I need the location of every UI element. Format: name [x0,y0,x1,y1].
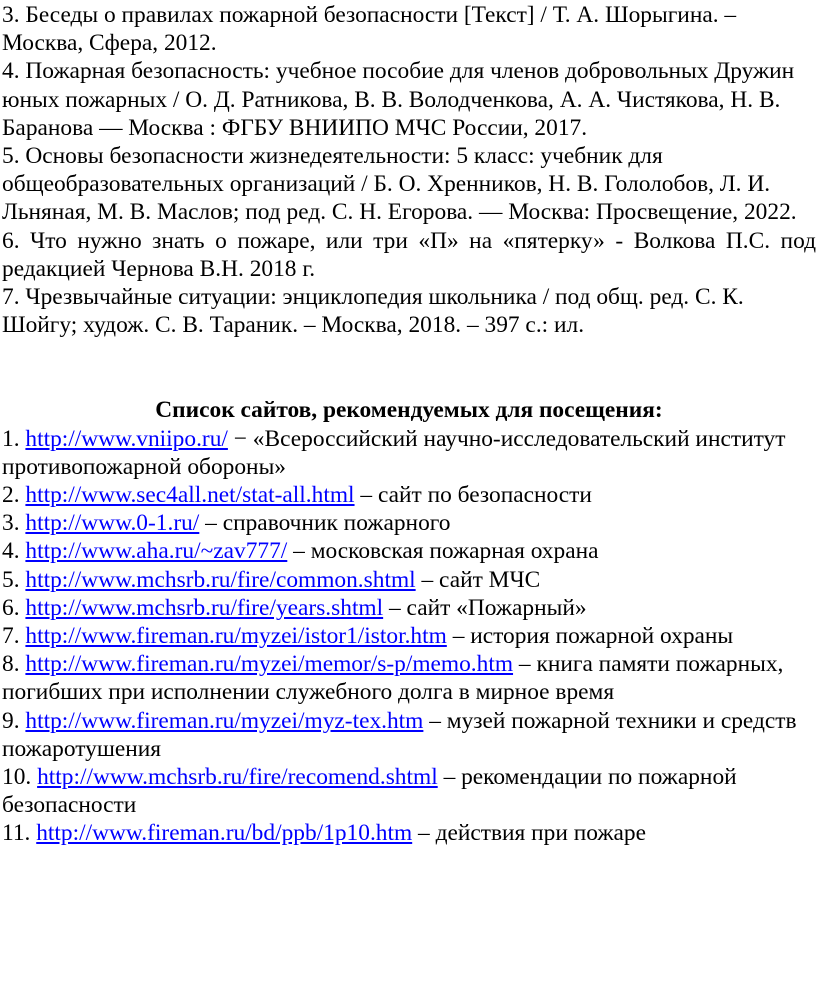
site-item-description: – рекомендации по пожарной безопасности [2,764,737,819]
site-item-number: 3. [2,510,20,537]
site-item-description: – книга памяти пожарных, погибших при исполнении служебного долга в мирное время [2,651,784,706]
bibliography-item: 4. Пожарная безопасность: учебное пособие для членов добровольных Дружин юных пожарных / О. Д. Ратникова, В. В. Володченкова, А. А. Чистякова, Н. В. Баранова — Москва : ФГБУ ВНИИПО МЧС России, 2017. [2,58,795,141]
site-item-number: 11. [2,820,31,847]
site-link[interactable]: http://www.0-1.ru/ [25,510,200,537]
site-item-number: 4. [2,538,20,565]
site-item-number: 7. [2,623,20,650]
bibliography-item: 5. Основы безопасности жизнедеятельности: 5 класс: учебник для общеобразовательных организаций / Б. О. Хренников, Н. В. Гололобов, Л. И. Льняная, М. В. Маслов; под ред. С. Н. Егорова. — Москва: Просвещение, 2022. [2,143,797,226]
site-list-item [2,537,816,565]
bibliography-item: 3. Беседы о правилах пожарной безопасности [Текст] / Т. А. Шорыгина. – Москва, Сфера, 2012. [2,2,737,57]
site-list-item [2,650,816,706]
site-link[interactable]: http://www.mchsrb.ru/fire/years.shtml [25,594,384,621]
site-list-item [2,509,816,537]
site-link[interactable]: http://www.fireman.ru/myzei/memor/s-p/memo.htm [25,651,514,678]
site-item-description: – сайт МЧС [421,566,541,593]
site-link[interactable]: http://www.fireman.ru/bd/ppb/1p10.htm [36,820,413,847]
site-item-description: – история пожарной охраны [452,623,734,650]
sites-heading: Список сайтов, рекомендуемых для посещения: [155,397,663,424]
site-item-number: 1. [2,425,20,452]
site-list-item [2,566,816,594]
site-link[interactable]: http://www.fireman.ru/myzei/istor1/istor.htm [25,623,447,650]
site-item-number: 9. [2,707,20,734]
site-list-item [2,425,816,481]
site-item-number: 2. [2,482,20,509]
site-list-item [2,763,816,819]
site-item-number: 5. [2,566,20,593]
site-link[interactable]: http://www.fireman.ru/myzei/myz-tex.htm [25,707,424,734]
site-link[interactable]: http://www.vniipo.ru/ [25,425,228,452]
site-link[interactable]: http://www.aha.ru/~zav777/ [25,538,288,565]
site-item-description: – сайт по безопасности [360,482,592,509]
site-item-number: 10. [2,764,32,791]
site-item-description: – сайт «Пожарный» [389,594,587,621]
site-item-number: 6. [2,594,20,621]
site-link[interactable]: http://www.mchsrb.ru/fire/recomend.shtml [37,764,438,791]
bibliography-item: 7. Чрезвычайные ситуации: энциклопедия школьника / под общ. ред. С. К. Шойгу; худож. С. В. Тараник. – Москва, 2018. – 397 с.: ил. [2,284,744,339]
site-link[interactable]: http://www.sec4all.net/stat-all.html [25,482,355,509]
site-list-item [2,622,816,650]
site-item-description: – музей пожарной техники и средств пожаротушения [2,707,797,762]
site-list-item [2,707,816,763]
site-list-item [2,594,816,622]
site-link[interactable]: http://www.mchsrb.ru/fire/common.shtml [25,566,416,593]
site-list-item [2,481,816,509]
site-list-item [2,819,816,847]
site-item-description: – действия при пожаре [418,820,646,847]
site-item-description: – справочник пожарного [205,510,451,537]
site-item-number: 8. [2,651,20,678]
site-item-description: – московская пожарная охрана [293,538,599,565]
site-item-description: − «Всероссийский научно-исследовательский институт противопожарной обороны» [2,425,786,480]
bibliography-item: 6. Что нужно знать о пожаре, или три «П» на «пятерку» - Волкова П.С. под редакцией Чернова В.Н. 2018 г. [2,227,816,282]
